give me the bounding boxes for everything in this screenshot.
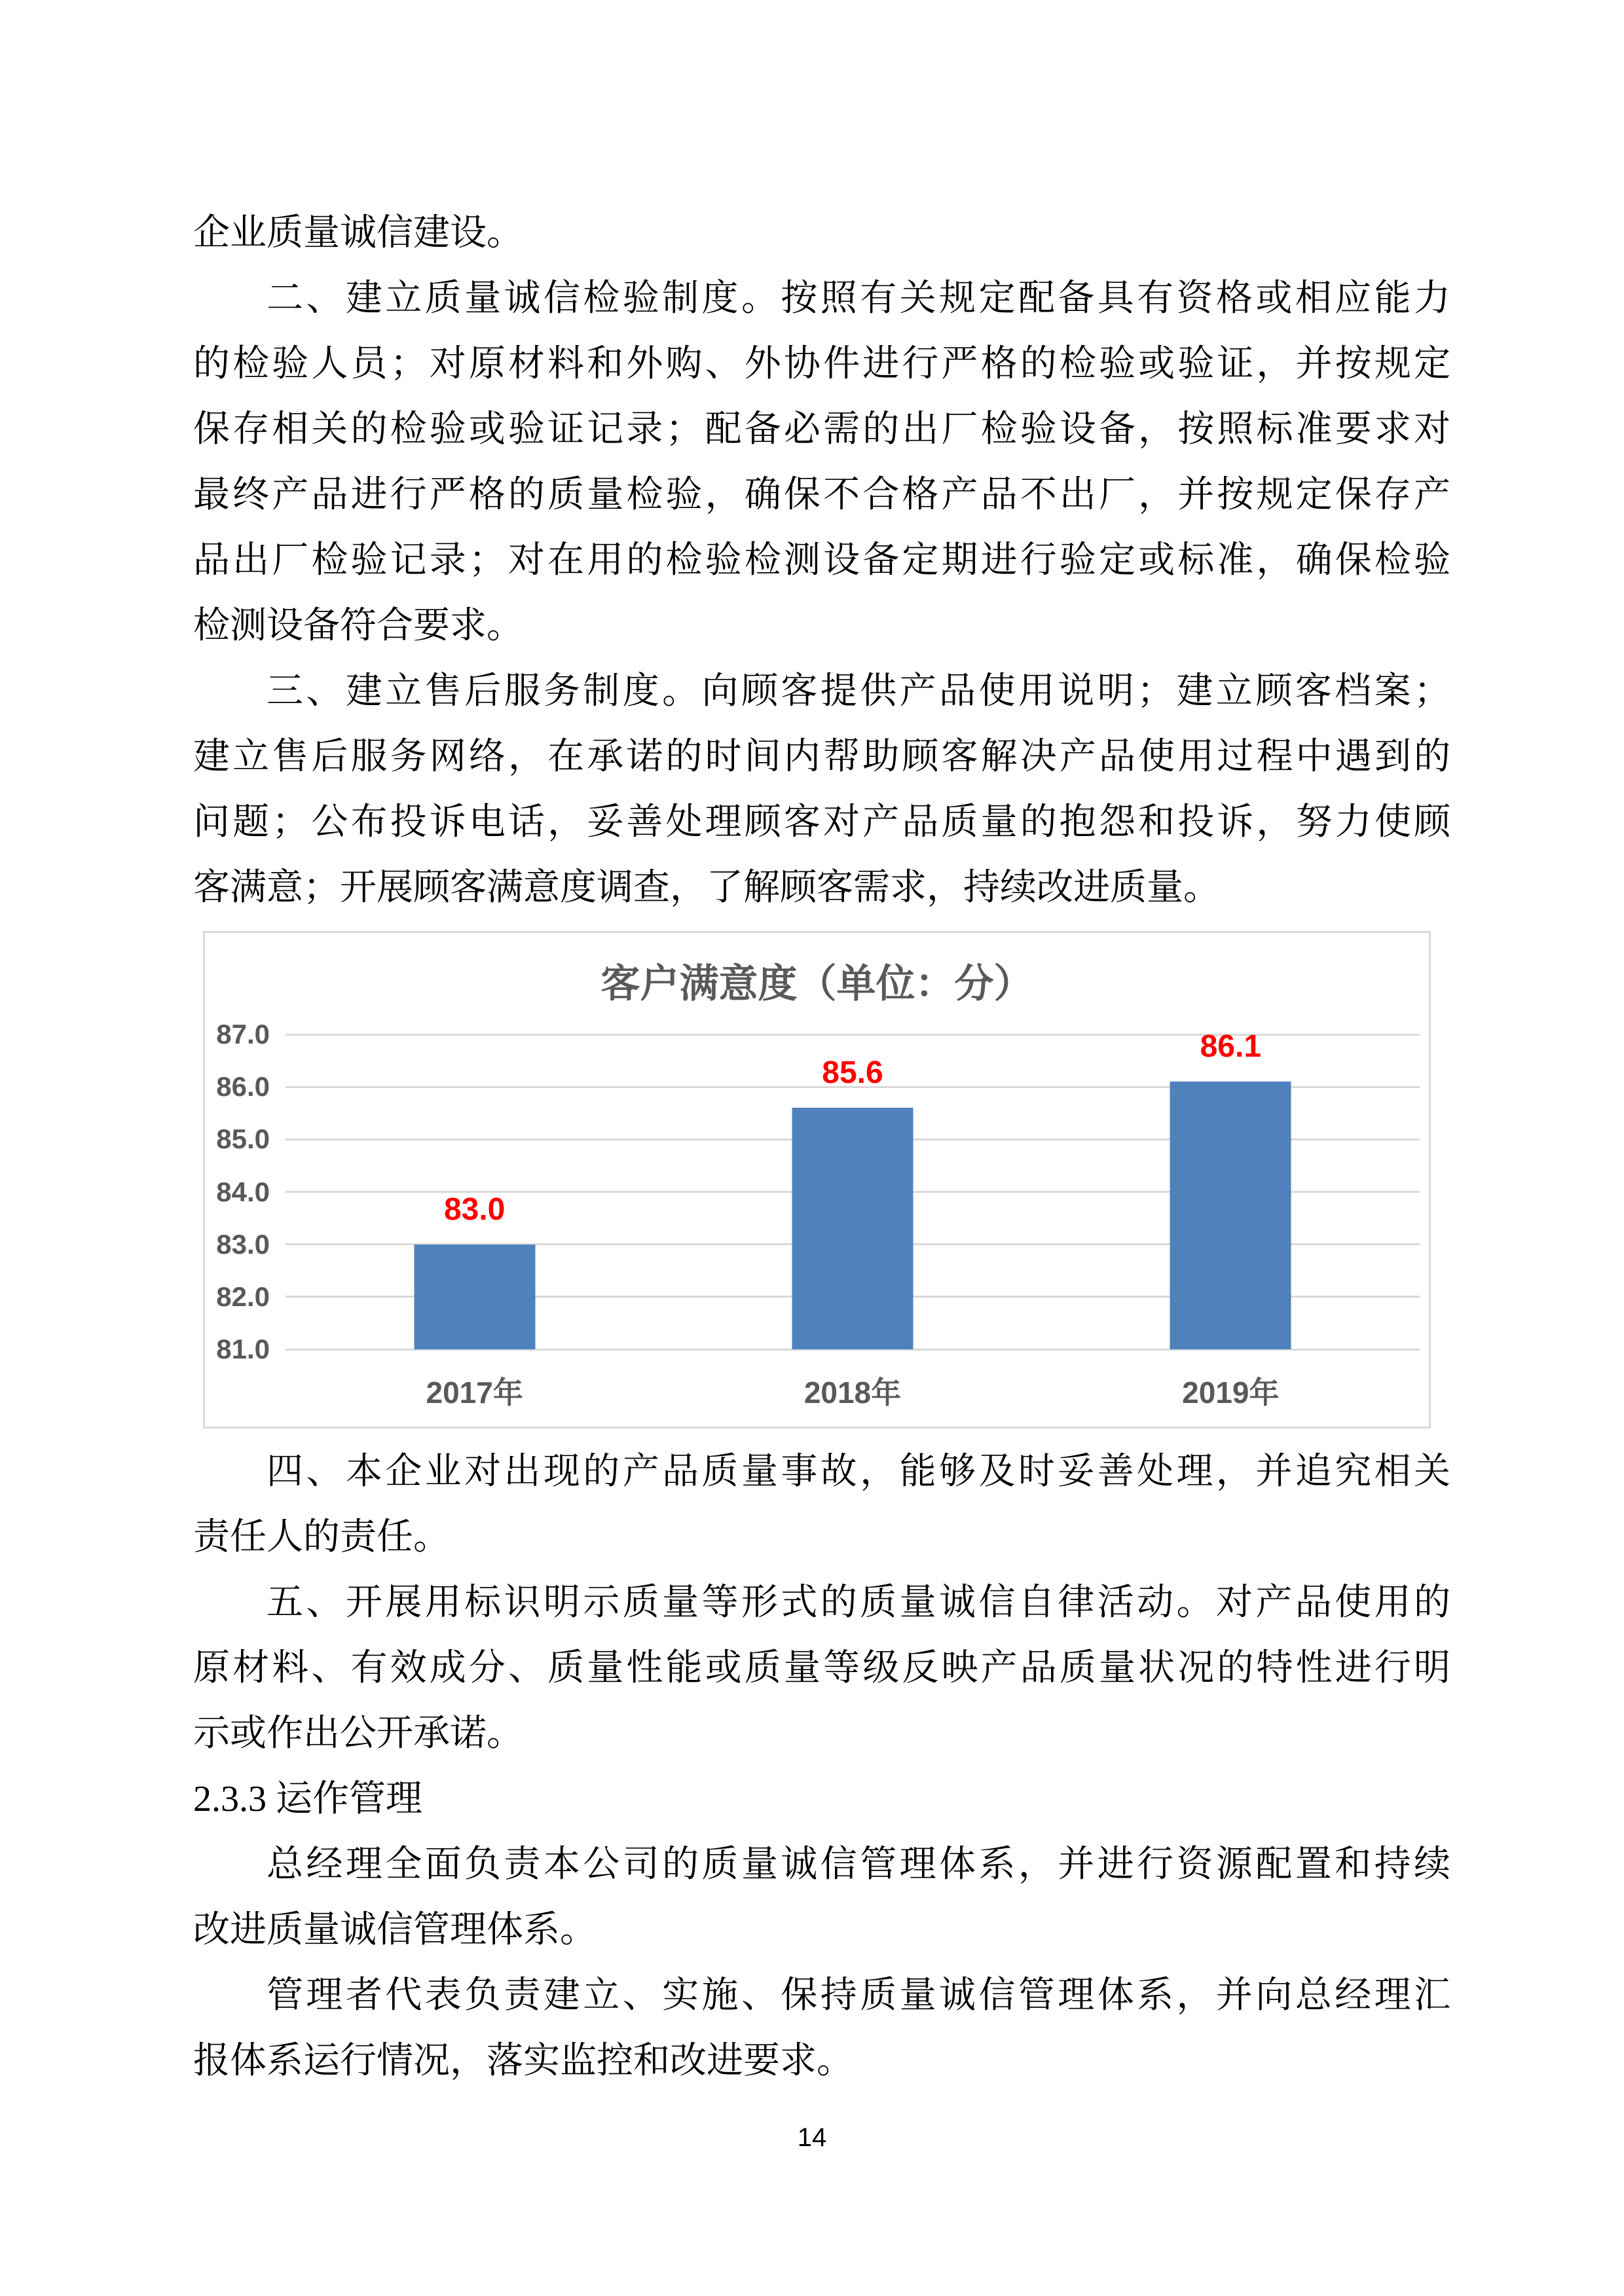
text-line: 的检验人员；对原材料和外购、外协件进行严格的检验或验证，并按规定 [193,344,1450,384]
text-line: 二、建立质量诚信检验制度。按照有关规定配备具有资格或相应能力 [267,278,1450,319]
text-line: 三、建立售后服务制度。向顾客提供产品使用说明；建立顾客档案； [267,671,1450,712]
text-line: 总经理全面负责本公司的质量诚信管理体系，并进行资源配置和持续 [267,1844,1450,1885]
text-line: 品出厂检验记录；对在用的检验检测设备定期进行验定或标准，确保检验 [193,540,1450,581]
x-category-label: 2017年 [426,1376,523,1410]
bar [414,1245,535,1349]
text-line: 管理者代表负责建立、实施、保持质量诚信管理体系，并向总经理汇 [267,1975,1450,2016]
text-line: 最终产品进行严格的质量检验，确保不合格产品不出厂，并按规定保存产 [193,475,1450,515]
x-category-label: 2018年 [803,1376,902,1410]
text-line: 检测设备符合要求。 [193,606,523,646]
paragraph-inspection-system [193,266,1450,659]
text-line: 企业质量诚信建设。 [193,213,523,253]
bar-slot [1042,1029,1420,1410]
text-line: 保存相关的检验或验证记录；配备必需的出厂检验设备，按照标准要求对 [193,409,1450,450]
text-line: 五、开展用标识明示质量等形式的质量诚信自律活动。对产品使用的 [267,1582,1450,1623]
body-text-bottom [193,1439,1450,2094]
paragraph-general-manager [193,1832,1450,1963]
paragraph-after-sales-service [193,659,1450,920]
bar-value-label: 83.0 [443,1192,506,1227]
paragraph-management-representative [193,1963,1450,2094]
text-line: 问题；公布投诉电话，妥善处理顾客对产品质量的抱怨和投诉，努力使顾 [193,802,1450,843]
bar-slot [286,1034,663,1410]
text-line: 报体系运行情况，落实监控和改进要求。 [193,2041,853,2081]
body-text-top [193,200,1450,920]
text-line: 改进质量诚信管理体系。 [193,1910,597,1950]
y-tick-label: 87.0 [216,1019,270,1049]
text-line: 四、本企业对出现的产品质量事故，能够及时妥善处理，并追究相关 [267,1451,1450,1492]
y-tick-label: 82.0 [216,1281,270,1312]
y-tick-label: 81.0 [216,1334,270,1364]
bar [1170,1082,1291,1349]
bar-value-label: 86.1 [1200,1029,1262,1065]
y-tick-label: 84.0 [216,1176,270,1207]
heading-2-3-3-operations-management [193,1766,1450,1832]
y-tick-label: 86.0 [216,1071,270,1102]
text-line: 建立售后服务网络，在承诺的时间内帮助顾客解决产品使用过程中遇到的 [193,737,1450,777]
chart-plot-area [216,1019,1420,1410]
text-line: 客满意；开展顾客满意度调查，了解顾客需求，持续改进质量。 [193,867,1220,908]
page-number: 14 [797,2123,827,2152]
page-footer [0,2121,1624,2154]
paragraph-self-discipline [193,1570,1450,1766]
paragraph-continuation [193,200,1450,266]
bar-value-label: 85.6 [822,1055,883,1091]
y-tick-label: 85.0 [216,1123,270,1155]
text-line: 示或作出公开承诺。 [193,1713,523,1754]
paragraph-quality-incidents [193,1439,1450,1570]
text-line: 原材料、有效成分、质量性能或质量等级反映产品质量状况的特性进行明 [193,1648,1450,1688]
text-line: 2.3.3 运作管理 [193,1779,422,1819]
customer-satisfaction-chart [203,931,1431,1429]
bar-slot [663,1034,1041,1410]
bar [792,1108,913,1349]
x-category-label: 2019年 [1182,1376,1280,1410]
chart-title: 客户满意度（单位：分） [600,962,1033,1006]
y-tick-label: 83.0 [216,1228,270,1260]
text-line: 责任人的责任。 [193,1517,450,1558]
